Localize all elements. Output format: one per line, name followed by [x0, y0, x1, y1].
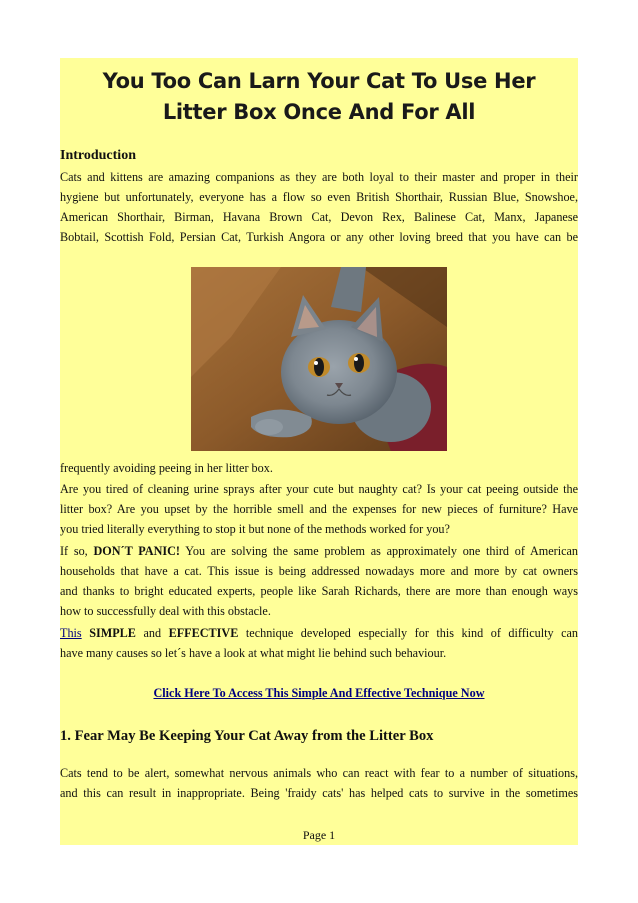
section-1-heading: 1. Fear May Be Keeping Your Cat Away from the Litter Box	[60, 728, 434, 744]
dont-panic-emphasis: DON´T PANIC!	[93, 544, 180, 558]
paragraph-4-first-line	[60, 623, 578, 643]
paragraph-3-line: how to successfully deal with this obstacle.	[60, 604, 271, 618]
intro-paragraph	[60, 167, 578, 247]
simple-emphasis: SIMPLE	[89, 626, 136, 640]
section-1-line: Cats tend to be alert, somewhat nervous animals who can react with fear to a number of situations,	[60, 766, 578, 780]
cta-container	[60, 686, 578, 701]
paragraph-3-lead: If so,	[60, 544, 88, 558]
intro-line: Bobtail, Scottish Fold, Persian Cat, Turkish Angora or any other loving breed that you have can be	[60, 230, 578, 244]
section-1-line: and this can result in inappropriate. Being 'fraidy cats' has helped cats to survive in the sometimes	[60, 786, 578, 800]
paragraph-4	[60, 623, 578, 663]
paragraph-3-line: and thanks to bright educated experts, people like Sarah Richards, there are more than enough ways	[60, 584, 578, 598]
paragraph-4-line: have many causes so let´s have a look at what might lie behind such behaviour.	[60, 646, 447, 660]
page-title	[60, 66, 578, 128]
title-line-2: Litter Box Once And For All	[162, 100, 476, 124]
intro-continuation	[60, 458, 578, 478]
intro-heading: Introduction	[60, 148, 136, 163]
paragraph-3-first-rest: You are solving the same problem as approximately one third of American	[185, 544, 579, 558]
intro-line: Cats and kittens are amazing companions as they are both loyal to their master and proper in their	[60, 170, 578, 184]
page-number: Page 1	[302, 828, 336, 842]
access-technique-link[interactable]: Click Here To Access This Simple And Effective Technique Now	[153, 686, 485, 700]
cat-photo	[191, 267, 447, 451]
section-1-paragraph	[60, 763, 578, 803]
paragraph-4-first-rest: technique developed especially for this kind of difficulty can	[245, 626, 579, 640]
intro-line: American Shorthair, Birman, Havana Brown Cat, Devon Rex, Balinese Cat, Manx, Japanese	[60, 210, 578, 224]
this-link[interactable]: This	[60, 626, 82, 640]
paragraph-3-line: households that have a cat. This issue is being addressed nowadays more and more by cat owners	[60, 564, 578, 578]
and-word: and	[143, 626, 162, 640]
paragraph-2-line: litter box? Are you upset by the horrible smell and the expenses for new pieces of furniture? Have	[60, 502, 578, 516]
cat-illustration	[191, 267, 447, 451]
paragraph-2-line: Are you tired of cleaning urine sprays after your cute but naughty cat? Is your cat peeing outside the	[60, 482, 578, 496]
paragraph-2	[60, 479, 578, 539]
effective-emphasis: EFFECTIVE	[168, 626, 239, 640]
paragraph-3-first-line	[60, 541, 578, 561]
intro-continuation-line: frequently avoiding peeing in her litter box.	[60, 461, 273, 475]
title-line-1: You Too Can Larn Your Cat To Use Her	[102, 69, 536, 93]
document-page	[60, 58, 578, 845]
paragraph-3	[60, 541, 578, 621]
paragraph-2-line: you tried literally everything to stop it but none of the methods worked for you?	[60, 522, 450, 536]
intro-line: hygiene but unfortunately, everyone has a flow so even British Shorthair, Russian Blue, Snowshoe,	[60, 190, 578, 204]
